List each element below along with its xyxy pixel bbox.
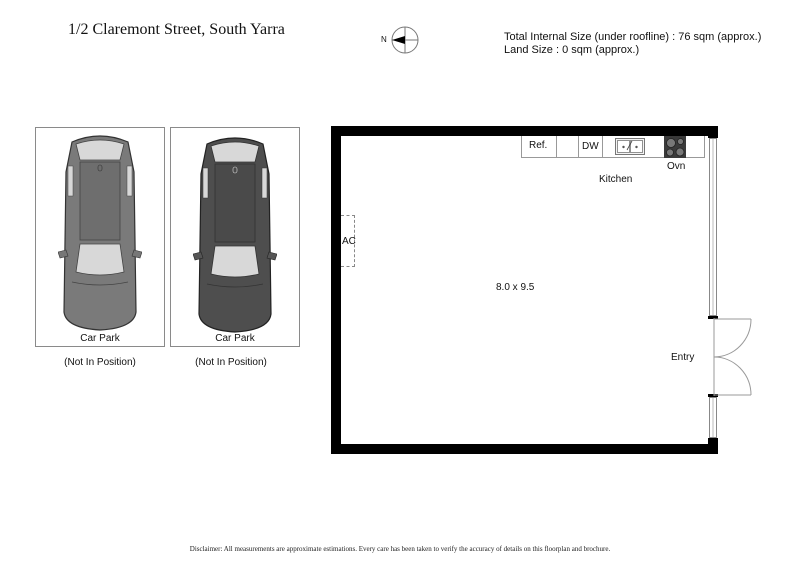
sink-icon — [615, 138, 645, 155]
car-icon — [58, 132, 142, 332]
disclaimer: Disclaimer: All measurements are approximate estimations. Every care has been taken to verify the accuracy of details on this floorplan and brochure. — [189, 545, 611, 553]
kitchen-label: Kitchen — [599, 174, 633, 185]
room-dimensions: 8.0 x 9.5 — [496, 282, 535, 293]
property-sizes — [504, 31, 761, 57]
oven-label: Ovn — [667, 161, 686, 172]
dishwasher — [579, 136, 603, 158]
ac-label: AC — [342, 236, 356, 247]
internal-size-text: Total Internal Size (under roofline) : 76 sqm (approx.) — [504, 31, 762, 43]
fridge-label: Ref. — [529, 140, 548, 151]
car-park-note: (Not In Position) — [195, 357, 267, 368]
floorplan-room — [331, 126, 718, 454]
compass-north-label: N — [381, 35, 387, 44]
counter-space — [557, 136, 579, 158]
north-arrow-icon — [382, 25, 422, 55]
wall-right-bottom — [708, 438, 718, 454]
property-address: 1/2 Claremont Street, South Yarra — [68, 21, 285, 38]
wall-left — [331, 126, 341, 454]
car-park-label: Car Park — [80, 333, 120, 344]
fridge — [521, 136, 557, 158]
car-park-2 — [170, 127, 300, 347]
wall-bottom — [331, 444, 718, 454]
car-park-1 — [35, 127, 165, 347]
car-icon — [193, 134, 277, 334]
dishwasher-label: DW — [582, 141, 599, 152]
car-park-note: (Not In Position) — [64, 357, 136, 368]
entry-door-icon[interactable] — [713, 318, 757, 396]
wall-right-top — [708, 126, 718, 138]
entry-label: Entry — [671, 352, 695, 363]
land-size-text: Land Size : 0 sqm (approx.) — [504, 44, 640, 56]
cooktop-icon — [664, 136, 686, 158]
wall-top — [331, 126, 718, 136]
window-right-upper — [709, 138, 717, 316]
window-right-lower — [709, 397, 717, 438]
car-park-label: Car Park — [215, 333, 255, 344]
